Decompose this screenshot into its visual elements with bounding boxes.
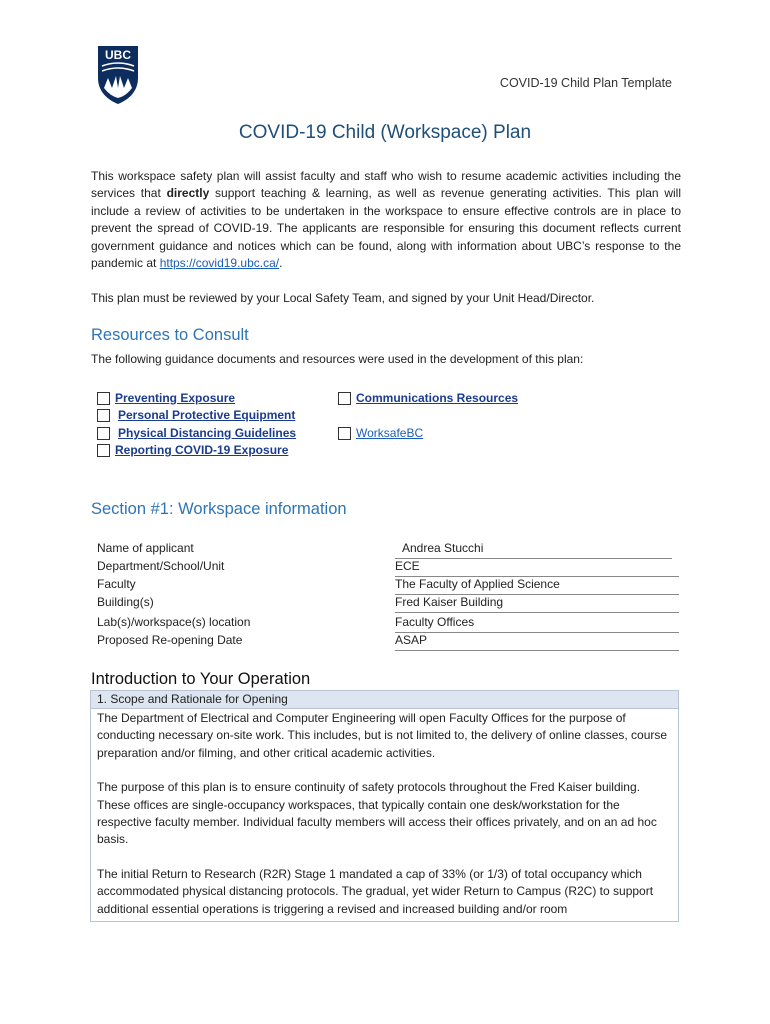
field-label-reopening-date: Proposed Re-opening Date [97,633,243,647]
field-label-department: Department/School/Unit [97,559,225,573]
field-value-building[interactable]: Fred Kaiser Building [395,595,679,613]
ubc-crest-icon [96,44,140,106]
resource-link[interactable]: WorksafeBC [356,426,424,440]
field-value-faculty[interactable]: The Faculty of Applied Science [395,577,679,595]
scope-paragraph-2: The purpose of this plan is to ensure continuity of safety protocols throughout the Fred Kaiser building. These offices are single-occupancy workspaces, that typically contain one desk/workstation for the respective faculty member. Individual faculty members will access their offices privately, and on an ad hoc basis. [97,780,657,847]
resource-link[interactable]: Reporting COVID-19 Exposure [115,443,289,457]
resources-description: The following guidance documents and resources were used in the development of this plan: [91,352,584,366]
resource-link[interactable]: Preventing Exposure [115,391,236,405]
field-label-faculty: Faculty [97,577,136,591]
resource-item-communications[interactable] [338,391,518,405]
covid-link[interactable]: https://covid19.ubc.ca/ [159,256,280,271]
intro-paragraph: This workspace safety plan will assist faculty and staff who wish to resume academic activities including the services that directly support teaching & learning, as well as revenue generating activities. This plan will include a review of activities to be undertaken in the workspace to ensure effective controls are in place to prevent the spread of COVID-19. The applicants are responsible for ensuring this document reflects current government guidance and notices which can be found, along with information about UBC’s response to the pandemic at https://covid19.ubc.ca/. [91,169,681,271]
section1-heading: Section #1: Workspace information [91,500,347,518]
field-value-department[interactable]: ECE [395,559,679,577]
emphasis-directly: directly [166,186,210,201]
checkbox[interactable] [338,392,351,405]
resource-link[interactable]: Physical Distancing Guidelines [118,426,297,440]
resource-item-reporting-exposure[interactable] [97,443,288,457]
ubc-logo [96,44,140,106]
scope-text[interactable] [97,710,675,935]
resource-item-ppe[interactable] [97,408,295,422]
field-label-building: Building(s) [97,595,154,609]
checkbox[interactable] [97,427,110,440]
checkbox[interactable] [97,444,110,457]
field-value-location[interactable]: Faculty Offices [395,615,679,633]
checkbox[interactable] [97,409,110,422]
resource-link[interactable]: Communications Resources [356,391,519,405]
field-label-location: Lab(s)/workspace(s) location [97,615,251,629]
field-label-applicant: Name of applicant [97,541,194,555]
scope-box-title: 1. Scope and Rationale for Opening [91,691,678,709]
checkbox[interactable] [97,392,110,405]
page-title: COVID-19 Child (Workspace) Plan [238,122,532,143]
resources-heading: Resources to Consult [91,326,249,344]
operation-heading: Introduction to Your Operation [91,670,311,688]
scope-paragraph-3: The initial Return to Research (R2R) Stage 1 mandated a cap of 33% (or 1/3) of total occupancy which accommodated physical distancing protocols. The gradual, yet wider Return to Campus (R2C) to support additional essential operations is triggering a revised and increased building and/or room [97,866,654,916]
resource-item-preventing-exposure[interactable] [97,391,235,405]
checkbox[interactable] [338,427,351,440]
template-label: COVID-19 Child Plan Template [499,76,672,90]
resource-link[interactable]: Personal Protective Equipment [118,408,296,422]
field-value-reopening-date[interactable]: ASAP [395,633,679,651]
resource-item-worksafebc[interactable] [338,426,423,440]
field-value-applicant[interactable]: Andrea Stucchi [395,541,672,559]
logo-text: UBC [105,48,131,62]
scope-paragraph-1: The Department of Electrical and Computer Engineering will open Faculty Offices for the purpose of conducting necessary on-site work. This includes, but is not limited to, the delivery of online classes, course preparation and/or filming, and other critical academic activities. [97,711,668,760]
resource-item-physical-distancing[interactable] [97,426,296,440]
review-paragraph: This plan must be reviewed by your Local Safety Team, and signed by your Unit Head/Director. [91,291,595,305]
